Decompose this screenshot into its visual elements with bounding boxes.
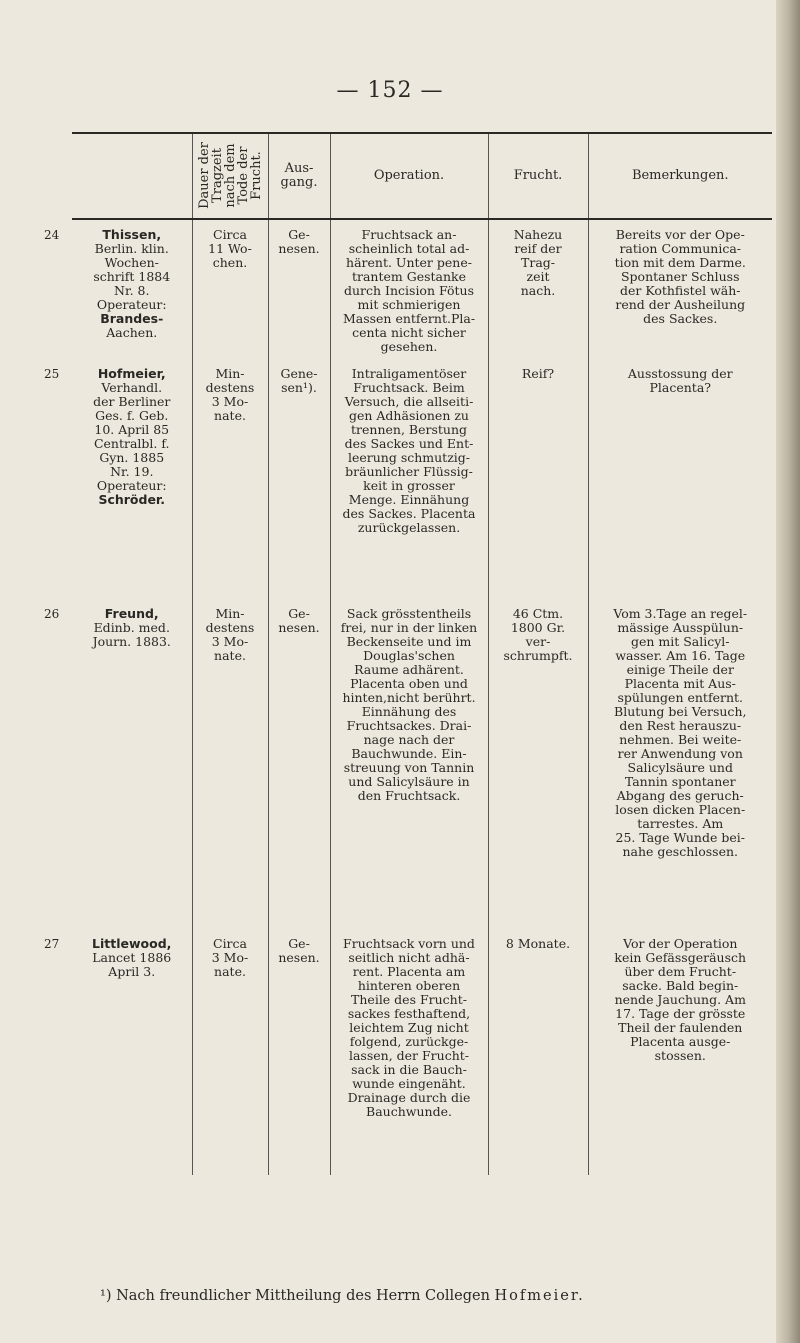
table-row <box>72 599 772 929</box>
duration-cell: Min- destens 3 Mo- nate. <box>192 599 268 929</box>
header-source <box>72 133 192 219</box>
header-duration: Dauer der Tragzeit nach dem Tode der Frucht. <box>192 133 268 219</box>
footnote-name: Hofmeier. <box>494 1288 585 1304</box>
source-tail: Aachen. <box>106 325 158 340</box>
case-number: 25 <box>44 367 60 381</box>
source-cell <box>44 359 192 599</box>
source-reference: Verhandl. der Berliner Ges. f. Geb. 10. April 85 Centralbl. f. Gyn. 1885 Nr. 19. Operateur: <box>93 380 171 493</box>
case-number: 26 <box>44 607 60 621</box>
case-table <box>44 132 772 1175</box>
fruit-cell: 46 Ctm. 1800 Gr. ver- schrumpft. <box>488 599 588 929</box>
source-reference: Berlin. klin. Wochen- schrift 1884 Nr. 8. Operateur: <box>93 241 171 312</box>
fruit-cell: Reif? <box>488 359 588 599</box>
outcome-cell: Gene- sen¹). <box>268 359 330 599</box>
remarks-cell: Vom 3.Tage an regel- mässige Ausspülun- gen mit Salicyl- wasser. Am 16. Tage einige Theile der Placenta mit Aus- spülungen entfernt. Blutung bei Versuch, den Rest herauszu- nehmen. Bei weite- rer Anwendung von Salicylsäure und Tannin spontaner Abgang des geruch- losen dicken Placen- tarrestes. Am 25. Tage Wunde bei- nahe geschlossen. <box>588 599 772 929</box>
author-name: Hofmeier, <box>97 366 166 381</box>
source-cell <box>44 219 192 359</box>
fruit-cell: Nahezu reif der Trag- zeit nach. <box>488 219 588 359</box>
duration-cell: Circa 3 Mo- nate. <box>192 929 268 1175</box>
page-number: — 152 — <box>336 78 444 103</box>
operator-name: Brandes- <box>100 311 164 326</box>
header-remarks: Bemerkungen. <box>588 133 772 219</box>
header-fruit: Frucht. <box>488 133 588 219</box>
operation-cell: Intraligamentöser Fruchtsack. Beim Versuch, die allseiti- gen Adhäsionen zu trennen, Berstung des Sackes und Ent- leerung schmutzig- bräunlicher Flüssig- keit in grosser Menge. Einnähung des Sackes. Placenta zurückgelassen. <box>330 359 488 599</box>
outcome-cell: Ge- nesen. <box>268 219 330 359</box>
footnote <box>100 1288 585 1304</box>
case-number: 24 <box>44 228 60 242</box>
source-cell <box>44 929 192 1175</box>
page-edge <box>776 0 800 1343</box>
case-number: 27 <box>44 937 60 951</box>
fruit-cell: 8 Monate. <box>488 929 588 1175</box>
table-row <box>72 929 772 1175</box>
source-reference: Lancet 1886 April 3. <box>92 950 172 979</box>
table-row <box>72 359 772 599</box>
source-reference: Edinb. med. Journ. 1883. <box>92 620 171 649</box>
author-name: Littlewood, <box>92 936 172 951</box>
table-row <box>72 219 772 359</box>
outcome-cell: Ge- nesen. <box>268 929 330 1175</box>
operator-name: Schröder. <box>98 492 166 507</box>
author-name: Thissen, <box>102 227 162 242</box>
remarks-cell: Bereits vor der Ope- ration Communica- tion mit dem Darme. Spontaner Schluss der Kothfistel wäh- rend der Ausheilung des Sackes. <box>588 219 772 359</box>
footnote-text: ¹) Nach freundlicher Mittheilung des Herrn Collegen <box>100 1288 490 1304</box>
operation-cell: Fruchtsack an- scheinlich total ad- härent. Unter pene- trantem Gestanke durch Incision Fötus mit schmierigen Massen entfernt.Pla- centa nicht sicher gesehen. <box>330 219 488 359</box>
header-row <box>72 133 772 219</box>
operation-cell: Fruchtsack vorn und seitlich nicht adhä- rent. Placenta am hinteren oberen Theile des Frucht- sackes festhaftend, leichtem Zug nicht folgend, zurückge- lassen, der Frucht- sack in die Bauch- wunde eingenäht. Drainage durch die Bauchwunde. <box>330 929 488 1175</box>
remarks-cell: Ausstossung der Placenta? <box>588 359 772 599</box>
remarks-cell: Vor der Operation kein Gefässgeräusch über dem Frucht- sacke. Bald begin- nende Jauchung. Am 17. Tage der grösste Theil der faulenden Placenta ausge- stossen. <box>588 929 772 1175</box>
header-operation: Operation. <box>330 133 488 219</box>
outcome-cell: Ge- nesen. <box>268 599 330 929</box>
author-name: Freund, <box>104 606 159 621</box>
source-cell <box>44 599 192 929</box>
operation-cell: Sack grösstentheils frei, nur in der linken Beckenseite und im Douglas'schen Raume adhärent. Placenta oben und hinten,nicht berührt. Einnähung des Fruchtsackes. Drai- nage nach der Bauchwunde. Ein- streuung von Tannin und Salicylsäure in den Fruchtsack. <box>330 599 488 929</box>
header-outcome: Aus- gang. <box>268 133 330 219</box>
duration-cell: Circa 11 Wo- chen. <box>192 219 268 359</box>
duration-cell: Min- destens 3 Mo- nate. <box>192 359 268 599</box>
